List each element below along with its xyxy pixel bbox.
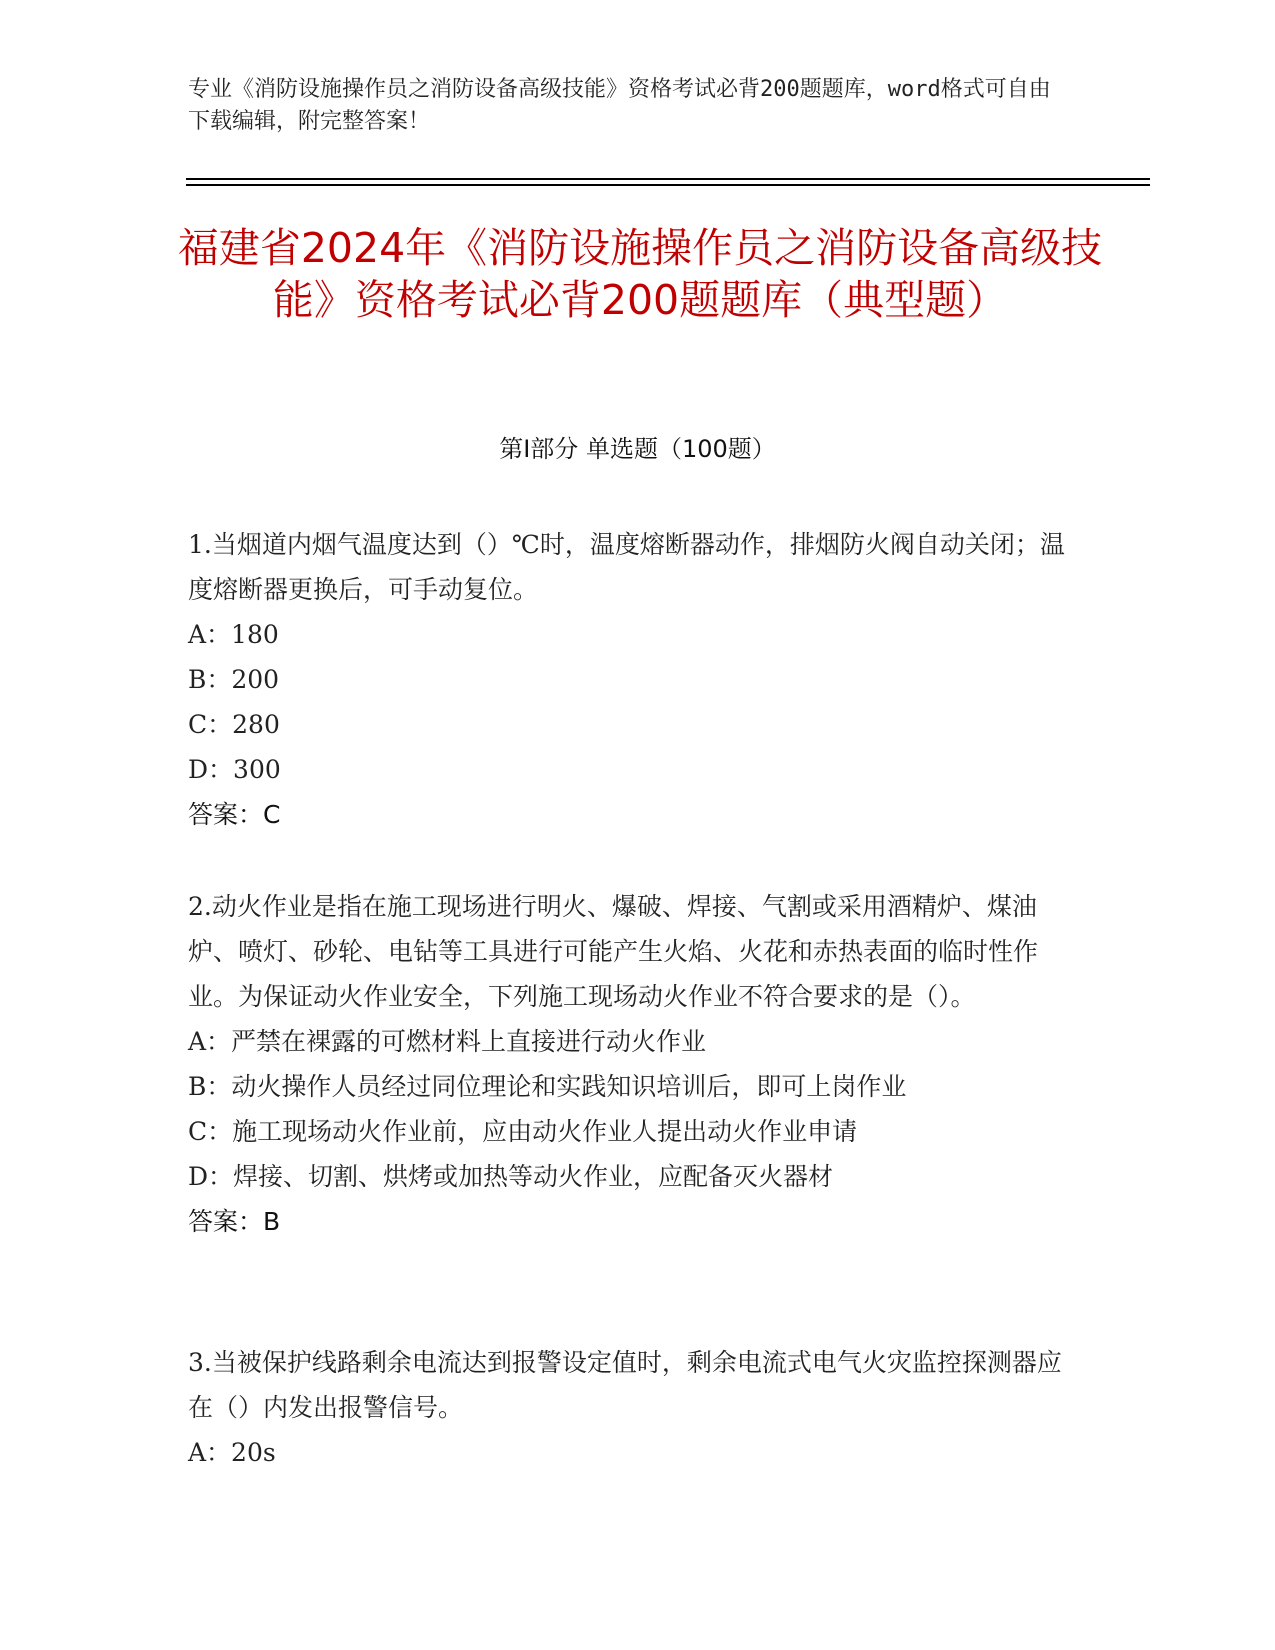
answer-label: 答案：B [188, 1207, 281, 1236]
option-b: B：动火操作人员经过同位理论和实践知识培训后，即可上岗作业 [188, 1072, 907, 1101]
answer-label: 答案：C [188, 800, 281, 829]
header-note: 专业《消防设施操作员之消防设备高级技能》资格考试必背200题题库，word格式可自由下载编辑，附完整答案！ [188, 77, 1051, 134]
option-c: C：280 [188, 710, 280, 739]
question-2 [188, 884, 1068, 1244]
question-1 [188, 522, 1068, 837]
option-b: B：200 [188, 665, 280, 694]
option-a: A：严禁在裸露的可燃材料上直接进行动火作业 [188, 1027, 707, 1056]
option-a: A：180 [188, 620, 279, 649]
option-a: A：20s [188, 1438, 276, 1467]
question-stem: 1.当烟道内烟气温度达到（）℃时，温度熔断器动作，排烟防火阀自动关闭；温度熔断器更换后，可手动复位。 [188, 530, 1065, 604]
header-divider-bottom [186, 184, 1150, 186]
question-3 [188, 1340, 1068, 1475]
section-heading: 第I部分 单选题（100题） [499, 435, 776, 463]
option-c: C：施工现场动火作业前，应由动火作业人提出动火作业申请 [188, 1117, 858, 1146]
document-title: 福建省2024年《消防设施操作员之消防设备高级技能》资格考试必背200题题库（典型题） [177, 224, 1103, 324]
question-stem: 2.动火作业是指在施工现场进行明火、爆破、焊接、气割或采用酒精炉、煤油炉、喷灯、砂轮、电钻等工具进行可能产生火焰、火花和赤热表面的临时性作业。为保证动火作业安全，下列施工现场动火作业不符合要求的是（）。 [188, 892, 1039, 1011]
option-d: D：300 [188, 755, 281, 784]
option-d: D：焊接、切割、烘烤或加热等动火作业，应配备灭火器材 [188, 1162, 834, 1191]
header-divider-top [186, 178, 1150, 180]
question-stem: 3.当被保护线路剩余电流达到报警设定值时，剩余电流式电气火灾监控探测器应在（）内发出报警信号。 [188, 1348, 1062, 1422]
